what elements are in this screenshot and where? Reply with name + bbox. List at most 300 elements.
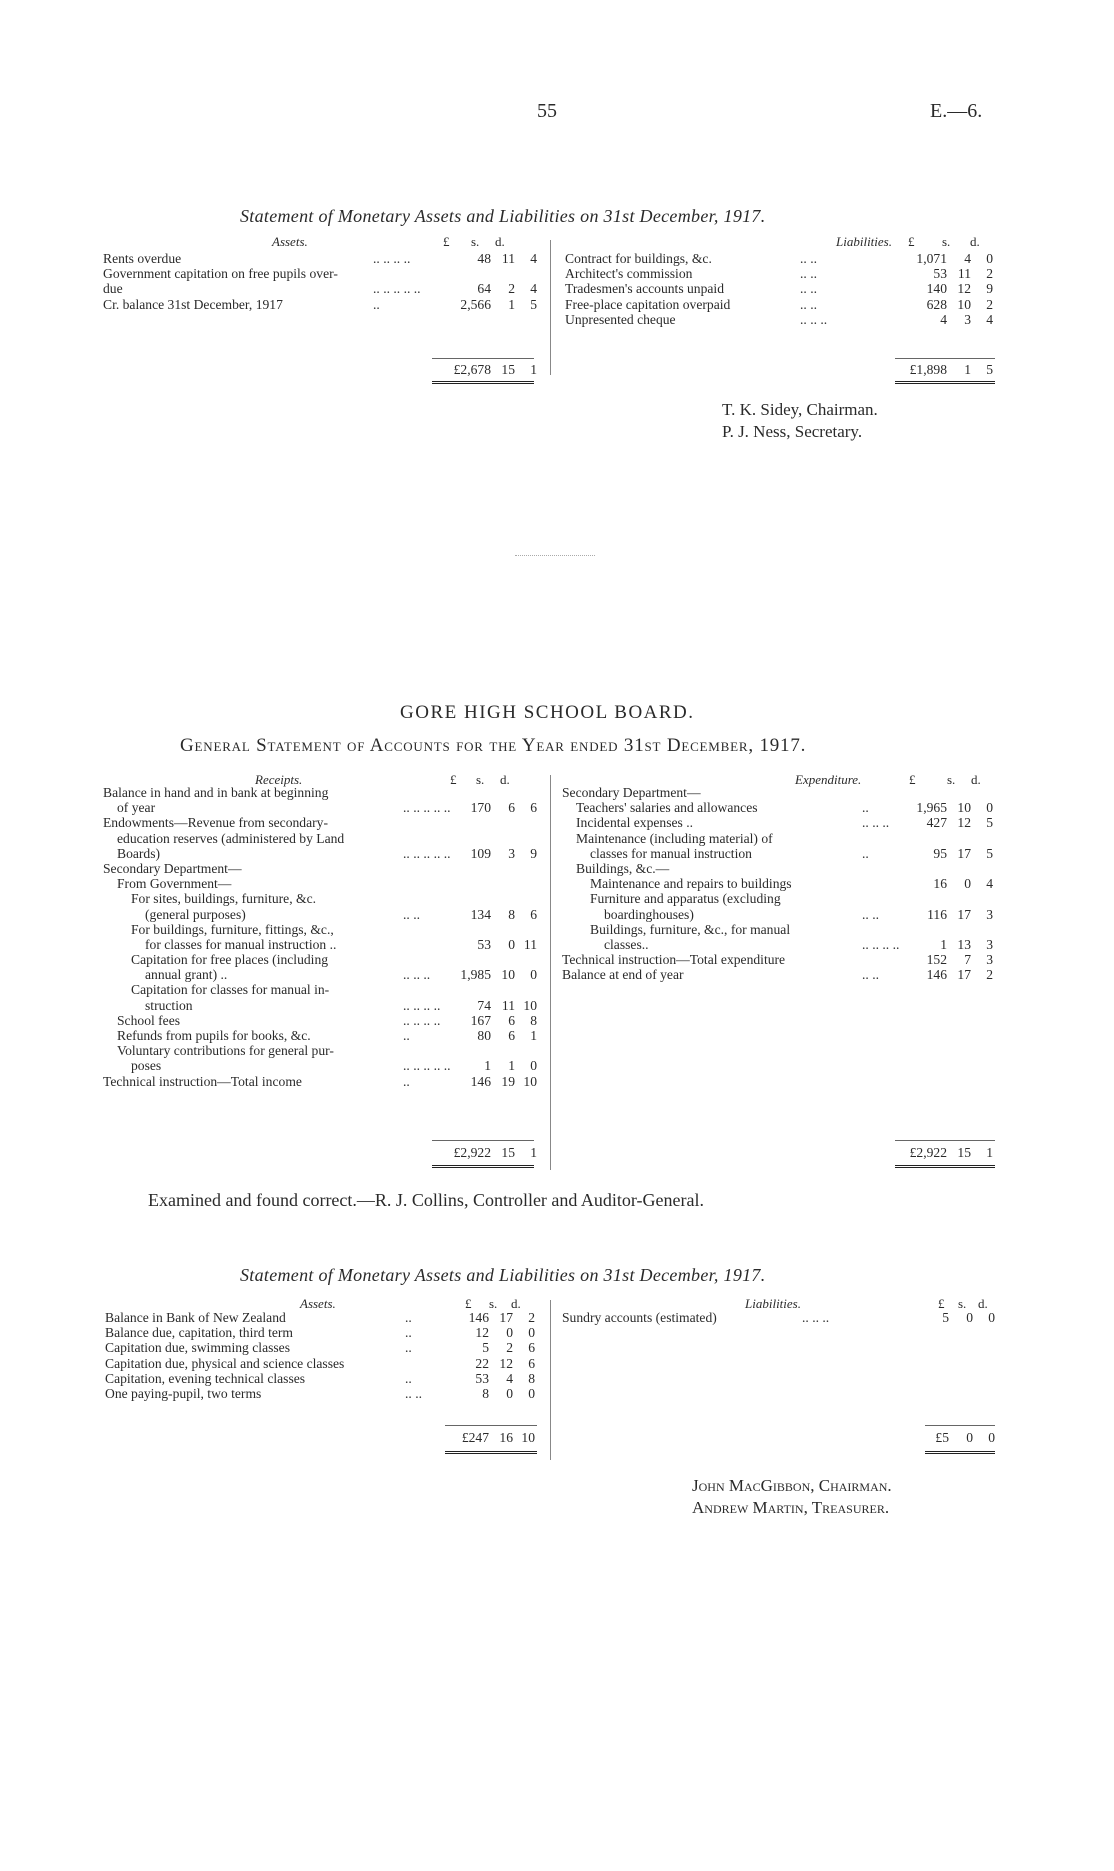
- leader-dots: ..: [403, 1073, 410, 1089]
- leader-dots: .. .. .. .. ..: [403, 1058, 451, 1074]
- ledger-row: [103, 1043, 543, 1058]
- ledger-item-label: Capitation, evening technical classes: [105, 1370, 306, 1386]
- amount-pence: 10: [523, 1073, 537, 1089]
- page-number: 55: [537, 100, 557, 122]
- amount-pence: 8: [528, 1370, 535, 1386]
- ledger-item-label: Balance in hand and in bank at beginning: [103, 785, 329, 800]
- ledger-item-label: classes for manual instruction: [590, 845, 752, 861]
- amount-pence: 9: [530, 845, 537, 861]
- ledger-item-label: Free-place capitation overpaid: [565, 296, 731, 312]
- ledger-row: [103, 251, 543, 266]
- general-statement-heading: General Statement of Accounts for the Year ended 31st December, 1917.: [180, 735, 807, 756]
- total-pounds: £247: [461, 1430, 489, 1445]
- total-amount: [437, 1430, 535, 1445]
- amount-pence: 4: [530, 251, 537, 266]
- ledger-row: [565, 266, 995, 281]
- amount-pounds: 53: [933, 266, 947, 282]
- amount: [437, 1371, 535, 1386]
- amount: [437, 1356, 535, 1371]
- amount-pence: 0: [528, 1385, 535, 1401]
- signature-chairman-2: John MacGibbon, Chairman.: [692, 1476, 892, 1495]
- amount: [437, 1340, 535, 1355]
- assets-table: [103, 251, 543, 312]
- amount-pounds: 5: [942, 1310, 949, 1325]
- amount-shillings: 12: [957, 281, 971, 297]
- receipts-column-heading: Receipts.: [255, 772, 303, 787]
- amount: [895, 281, 993, 296]
- amount-pence: 6: [530, 906, 537, 922]
- expenditure-total-double-rule: [895, 1165, 995, 1171]
- amount-pounds: 116: [927, 906, 947, 922]
- amount-shillings: 13: [957, 936, 971, 952]
- amount-shillings: 11: [957, 266, 971, 282]
- ledger-item-label: Rents overdue: [103, 251, 182, 266]
- leader-dots: ..: [405, 1340, 412, 1356]
- amount-pence: 2: [986, 266, 993, 282]
- leader-dots: ..: [405, 1325, 412, 1341]
- liabilities-column-heading-2: Liabilities.: [745, 1296, 801, 1311]
- ledger-row: [562, 831, 995, 846]
- total-pounds: £2,678: [453, 362, 491, 377]
- ledger-item-label: boardinghouses): [604, 906, 694, 922]
- ledger-item-label: (general purposes): [145, 906, 246, 922]
- ledger-item-label: Architect's commission: [565, 266, 693, 282]
- ledger-item-label: For sites, buildings, furniture, &c.: [131, 891, 317, 907]
- assets-column-heading-2: Assets.: [300, 1296, 336, 1311]
- amount: [439, 846, 537, 861]
- amount: [895, 800, 993, 815]
- amount-pounds: 53: [477, 936, 491, 952]
- amount-pounds: 1,071: [916, 251, 947, 266]
- leader-dots: .. .. .. ..: [403, 997, 441, 1013]
- amount-pence: 0: [528, 1325, 535, 1341]
- total-shillings: 15: [501, 1145, 515, 1160]
- amount-pence: 4: [986, 876, 993, 892]
- signature-treasurer: Andrew Martin, Treasurer.: [692, 1498, 890, 1517]
- total-amount: [895, 362, 993, 377]
- amount: [437, 1386, 535, 1401]
- amount-shillings: 4: [506, 1370, 513, 1386]
- leader-dots: .. ..: [800, 251, 817, 266]
- total-amount: [439, 1145, 537, 1160]
- ledger-row: [562, 891, 995, 906]
- total-pence: 5: [986, 362, 993, 377]
- total-row: [103, 1145, 543, 1160]
- amount: [439, 937, 537, 952]
- amount-pounds: 16: [933, 876, 947, 892]
- ledger-item-label: Sundry accounts (estimated): [562, 1310, 717, 1325]
- amount-shillings: 4: [964, 251, 971, 266]
- amount-shillings: 0: [966, 1310, 973, 1325]
- ledger-item-label: Capitation for free places (including: [131, 952, 329, 968]
- ledger-item-label: Maintenance and repairs to buildings: [590, 876, 792, 892]
- receipts-table: [103, 785, 543, 1089]
- liabilities-table: [565, 251, 995, 327]
- amount-pounds: 146: [926, 967, 947, 983]
- amount-shillings: 2: [506, 1340, 513, 1356]
- ledger-row: [105, 1325, 535, 1340]
- total-pence: 1: [530, 362, 537, 377]
- amount: [897, 1310, 995, 1325]
- ledger-row: [105, 1371, 535, 1386]
- total-amount: [439, 362, 537, 377]
- amount-pence: 3: [986, 936, 993, 952]
- column-divider: [550, 775, 551, 1170]
- ledger-row: [562, 815, 995, 830]
- ledger-item-label: Boards): [117, 845, 161, 861]
- ledger-row: [103, 952, 543, 967]
- leader-dots: .. .. .. .. ..: [403, 800, 451, 816]
- amount-shillings: 19: [501, 1073, 515, 1089]
- total-row: [562, 1430, 995, 1445]
- amount-pence: 8: [530, 1012, 537, 1028]
- ledger-row: [562, 785, 995, 800]
- ledger-row: [103, 876, 543, 891]
- ledger-row: [562, 967, 995, 982]
- ledger-item-label: Refunds from pupils for books, &c.: [117, 1028, 311, 1043]
- total-amount: [895, 1145, 993, 1160]
- amount: [437, 1310, 535, 1325]
- amount: [895, 266, 993, 281]
- leader-dots: .. ..: [800, 281, 817, 297]
- amount-shillings: 11: [501, 251, 515, 266]
- amount-shillings: 0: [506, 1325, 513, 1341]
- ledger-row: [103, 831, 543, 846]
- signature-chairman: T. K. Sidey, Chairman.: [722, 400, 878, 419]
- ledger-item-label: School fees: [117, 1012, 181, 1028]
- expenditure-column-heading: Expenditure.: [795, 772, 862, 787]
- amount-pounds: 628: [926, 296, 947, 312]
- leader-dots: ..: [403, 1028, 410, 1043]
- amount-pounds: 146: [470, 1073, 491, 1089]
- ledger-row: [562, 1310, 995, 1325]
- ledger-item-label: Government capitation on free pupils over-: [103, 266, 338, 282]
- amount-pence: 0: [988, 1310, 995, 1325]
- total-pounds: £5: [935, 1430, 949, 1445]
- liabilities-total: [565, 362, 995, 377]
- ledger-row: [105, 1386, 535, 1401]
- leader-dots: .. ..: [405, 1385, 422, 1401]
- ledger-row: [103, 891, 543, 906]
- board-heading: GORE HIGH SCHOOL BOARD.: [400, 702, 695, 723]
- ledger-item-label: Incidental expenses ..: [576, 815, 694, 831]
- auditor-certification: Examined and found correct.—R. J. Collins, Controller and Auditor-General.: [148, 1190, 705, 1210]
- ledger-item-label: struction: [145, 997, 193, 1013]
- leader-dots: ..: [862, 845, 869, 861]
- leader-dots: .. ..: [800, 296, 817, 312]
- amount-shillings: 17: [957, 906, 971, 922]
- amount: [439, 907, 537, 922]
- amount-shillings: 10: [501, 967, 515, 983]
- amount: [439, 1074, 537, 1089]
- ledger-item-label: Cr. balance 31st December, 1917: [103, 296, 283, 312]
- ledger-item-label: Technical instruction—Total income: [103, 1073, 302, 1089]
- amount-pence: 9: [986, 281, 993, 297]
- amount-pounds: 1: [484, 1058, 491, 1074]
- leader-dots: ..: [405, 1370, 412, 1386]
- amount-shillings: 0: [508, 936, 515, 952]
- amount-shillings: 6: [508, 1012, 515, 1028]
- amount-shillings: 8: [508, 906, 515, 922]
- amount: [439, 281, 537, 296]
- liabilities-total-double-rule: [895, 381, 995, 387]
- amount-pence: 10: [523, 997, 537, 1013]
- ledger-row: [103, 1013, 543, 1028]
- ledger-item-label: Unpresented cheque: [565, 311, 676, 327]
- expenditure-total: [562, 1145, 995, 1160]
- ledger-row: [103, 266, 543, 281]
- amount-pounds: 12: [475, 1325, 489, 1341]
- ledger-item-label: Endowments—Revenue from secondary-: [103, 815, 328, 831]
- amount-pounds: 2,566: [460, 296, 491, 312]
- total-row: [565, 362, 995, 377]
- leader-dots: .. .. .. .. ..: [373, 281, 421, 297]
- total-pence: 0: [988, 1430, 995, 1445]
- ledger-row: [103, 281, 543, 296]
- amount-pounds: 167: [470, 1012, 491, 1028]
- ledger-row: [103, 800, 543, 815]
- ledger-item-label: Capitation due, physical and science classes: [105, 1355, 345, 1371]
- receipts-total-rule: [432, 1140, 534, 1141]
- ledger-item-label: education reserves (administered by Land: [117, 830, 345, 846]
- amount-shillings: 17: [957, 845, 971, 861]
- amount-pence: 1: [530, 1028, 537, 1043]
- column-divider: [550, 240, 551, 375]
- amount-pounds: 427: [926, 815, 947, 831]
- amount-shillings: 3: [508, 845, 515, 861]
- amount: [439, 297, 537, 312]
- leader-dots: ..: [373, 296, 380, 312]
- amount: [895, 876, 993, 891]
- total-pence: 10: [521, 1430, 535, 1445]
- amount-pence: 6: [528, 1355, 535, 1371]
- total-amount: [897, 1430, 995, 1445]
- amount-pounds: 64: [477, 281, 491, 297]
- ledger-row: [562, 846, 995, 861]
- ledger-row: [562, 922, 995, 937]
- ledger-row: [565, 297, 995, 312]
- leader-dots: ..: [862, 800, 869, 816]
- amount: [439, 1028, 537, 1043]
- amount-shillings: 6: [508, 1028, 515, 1043]
- ledger-row: [103, 297, 543, 312]
- ledger-row: [562, 937, 995, 952]
- amount: [439, 1013, 537, 1028]
- ledger-row: [103, 982, 543, 997]
- amount-pounds: 109: [470, 845, 491, 861]
- signature-secretary: P. J. Ness, Secretary.: [722, 422, 863, 441]
- liabilities-table-2: [562, 1310, 995, 1325]
- amount-pence: 2: [528, 1310, 535, 1325]
- amount-shillings: 0: [506, 1385, 513, 1401]
- ledger-item-label: Secondary Department—: [103, 860, 242, 876]
- amount-pence: 3: [986, 906, 993, 922]
- ledger-row: [565, 281, 995, 296]
- leader-dots: .. .. ..: [403, 967, 431, 983]
- amount-pounds: 4: [940, 311, 947, 327]
- ledger-row: [105, 1356, 535, 1371]
- amount-shillings: 12: [499, 1355, 513, 1371]
- amount-shillings: 1: [508, 1058, 515, 1074]
- amount-pence: 2: [986, 296, 993, 312]
- ledger-item-label: for classes for manual instruction ..: [145, 936, 337, 952]
- total-shillings: 15: [957, 1145, 971, 1160]
- ledger-item-label: Teachers' salaries and allowances: [576, 800, 758, 816]
- amount-pounds: 134: [470, 906, 491, 922]
- amount-pence: 0: [530, 967, 537, 983]
- ledger-item-label: Tradesmen's accounts unpaid: [565, 281, 725, 297]
- amount: [895, 907, 993, 922]
- amount: [439, 1058, 537, 1073]
- total-pence: 1: [986, 1145, 993, 1160]
- amount-pence: 0: [986, 800, 993, 816]
- assets-total-double-rule-2: [445, 1451, 537, 1457]
- liabilities-total-2: [562, 1430, 995, 1445]
- amount-pounds: 22: [475, 1355, 489, 1371]
- leader-dots: .. .. .. .. ..: [403, 845, 451, 861]
- total-pence: 1: [530, 1145, 537, 1160]
- amount: [895, 937, 993, 952]
- amount: [895, 251, 993, 266]
- ledger-item-label: Balance at end of year: [562, 967, 684, 983]
- amount-pence: 5: [986, 815, 993, 831]
- amount-pounds: 146: [468, 1310, 489, 1325]
- amount-pence: 0: [986, 251, 993, 266]
- amount-pounds: 74: [477, 997, 491, 1013]
- amount-pence: 11: [523, 936, 537, 952]
- column-divider: [550, 1300, 551, 1460]
- ledger-item-label: From Government—: [117, 876, 232, 892]
- assets-total: [103, 362, 543, 377]
- liabilities-total-rule-2: [925, 1425, 995, 1426]
- amount: [439, 800, 537, 815]
- total-row: [562, 1145, 995, 1160]
- amount-pence: 6: [530, 800, 537, 816]
- amount: [895, 952, 993, 967]
- ledger-item-label: Technical instruction—Total expenditure: [562, 952, 786, 968]
- amount-shillings: 3: [964, 311, 971, 327]
- liabilities-column-heading: Liabilities.: [836, 234, 892, 249]
- ledger-row: [103, 922, 543, 937]
- amount-pounds: 1,985: [460, 967, 491, 983]
- ledger-row: [105, 1310, 535, 1325]
- ledger-row: [562, 907, 995, 922]
- amount-pence: 4: [530, 281, 537, 297]
- assets-total-2: [105, 1430, 535, 1445]
- leader-dots: .. .. ..: [802, 1310, 830, 1325]
- ledger-item-label: Buildings, &c.—: [576, 860, 670, 876]
- ledger-item-label: Capitation for classes for manual in-: [131, 982, 330, 998]
- amount-shillings: 2: [508, 281, 515, 297]
- ledger-item-label: poses: [131, 1058, 162, 1074]
- amount-pounds: 1: [940, 936, 947, 952]
- amount-shillings: 17: [499, 1310, 513, 1325]
- amount: [439, 251, 537, 266]
- amount: [439, 998, 537, 1013]
- ledger-item-label: Maintenance (including material) of: [576, 830, 773, 846]
- ledger-item-label: Secondary Department—: [562, 785, 701, 800]
- amount-pounds: 140: [926, 281, 947, 297]
- amount-pence: 4: [986, 311, 993, 327]
- leader-dots: .. ..: [862, 967, 879, 983]
- total-shillings: 1: [964, 362, 971, 377]
- ledger-row: [103, 1058, 543, 1073]
- amount-pence: 2: [986, 967, 993, 983]
- ledger-item-label: Contract for buildings, &c.: [565, 251, 712, 266]
- ledger-item-label: For buildings, furniture, fittings, &c.,: [131, 921, 334, 937]
- assets-column-heading: Assets.: [272, 234, 308, 249]
- assets-total-rule-2: [445, 1425, 537, 1426]
- amount-shillings: 10: [957, 800, 971, 816]
- amount: [437, 1325, 535, 1340]
- amount: [895, 312, 993, 327]
- assets-total-rule: [432, 358, 534, 359]
- expenditure-table: [562, 785, 995, 982]
- ledger-item-label: One paying-pupil, two terms: [105, 1385, 262, 1401]
- ledger-row: [103, 846, 543, 861]
- amount-pounds: 152: [926, 952, 947, 968]
- ledger-item-label: Balance due, capitation, third term: [105, 1325, 293, 1341]
- amount: [895, 815, 993, 830]
- assets-total-double-rule: [432, 381, 534, 387]
- ledger-row: [565, 251, 995, 266]
- total-pounds: £2,922: [909, 1145, 947, 1160]
- total-pounds: £2,922: [453, 1145, 491, 1160]
- ledger-row: [103, 998, 543, 1013]
- ledger-item-label: classes..: [604, 936, 649, 952]
- ledger-row: [103, 861, 543, 876]
- ledger-row: [103, 1074, 543, 1089]
- ledger-row: [105, 1340, 535, 1355]
- amount: [439, 967, 537, 982]
- ledger-row: [103, 967, 543, 982]
- total-row: [103, 362, 543, 377]
- total-pounds: £1,898: [909, 362, 947, 377]
- leader-dots: .. .. .. ..: [403, 1012, 441, 1028]
- total-row: [105, 1430, 535, 1445]
- statement-title: Statement of Monetary Assets and Liabilities on 31st December, 1917.: [240, 206, 766, 226]
- amount-pounds: 53: [475, 1370, 489, 1386]
- expenditure-total-rule: [895, 1140, 995, 1141]
- amount: [895, 846, 993, 861]
- amount-pounds: 1,965: [916, 800, 947, 816]
- statement-title-2: Statement of Monetary Assets and Liabilities on 31st December, 1917.: [240, 1265, 766, 1285]
- leader-dots: .. .. ..: [800, 311, 828, 327]
- amount-pounds: 48: [477, 251, 491, 266]
- ledger-row: [103, 815, 543, 830]
- amount-shillings: 11: [501, 997, 515, 1013]
- amount-shillings: 0: [964, 876, 971, 892]
- amount-shillings: 10: [957, 296, 971, 312]
- amount-pence: 6: [528, 1340, 535, 1356]
- amount-pounds: 80: [477, 1028, 491, 1043]
- ledger-row: [103, 907, 543, 922]
- total-shillings: 15: [501, 362, 515, 377]
- section-separator: [515, 555, 595, 556]
- amount-shillings: 1: [508, 296, 515, 312]
- amount-pounds: 95: [933, 845, 947, 861]
- amount-pounds: 8: [482, 1385, 489, 1401]
- liabilities-total-double-rule-2: [925, 1451, 995, 1457]
- ledger-row: [103, 1028, 543, 1043]
- total-shillings: 16: [499, 1430, 513, 1445]
- amount: [895, 967, 993, 982]
- amount-shillings: 6: [508, 800, 515, 816]
- ledger-row: [562, 861, 995, 876]
- amount-pounds: 170: [470, 800, 491, 816]
- amount-pence: 0: [530, 1058, 537, 1074]
- amount: [895, 297, 993, 312]
